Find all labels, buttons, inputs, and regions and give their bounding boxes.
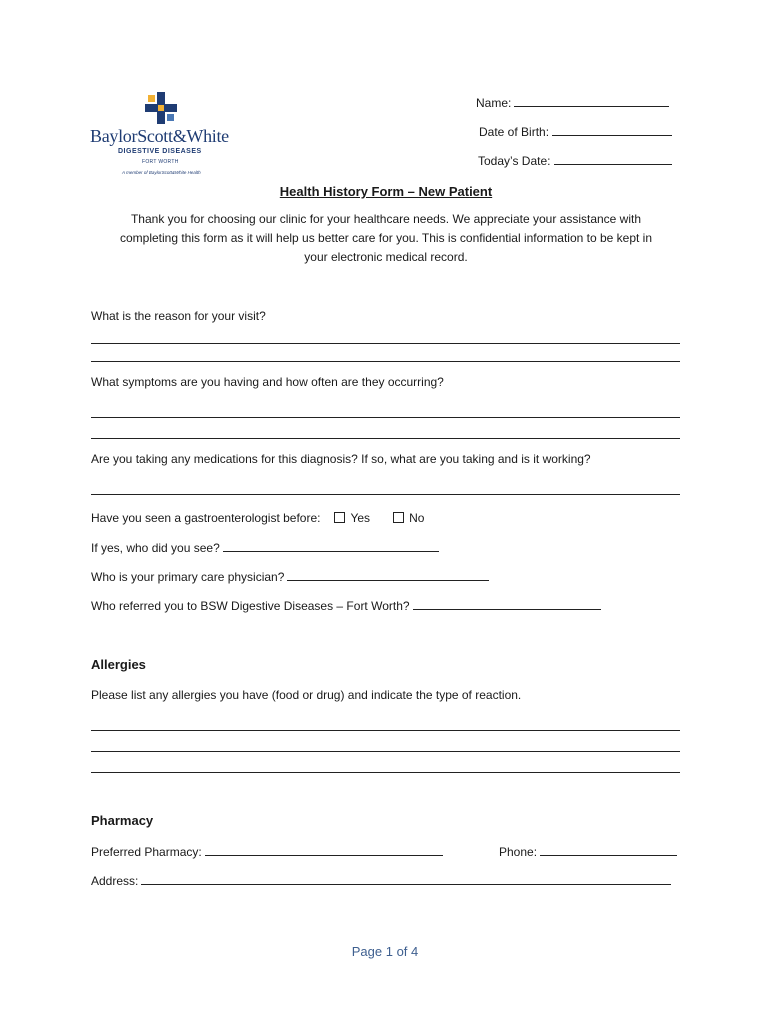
preferred-pharmacy-field[interactable] xyxy=(91,843,443,860)
gastro-label: Have you seen a gastroenterologist before: xyxy=(91,511,321,525)
no-checkbox[interactable] xyxy=(393,512,404,523)
logo-wordmark: BaylorScott&White xyxy=(90,126,229,146)
form-title: Health History Form – New Patient xyxy=(279,184,493,199)
pcp-label: Who is your primary care physician? xyxy=(91,570,285,584)
pcp-blank[interactable] xyxy=(287,568,489,581)
pharmacy-phone-label: Phone: xyxy=(499,845,538,859)
answer-line[interactable] xyxy=(91,438,680,439)
intro-line-2: completing this form as it will help us better care for you. This is confidential information to be kept in xyxy=(119,231,653,245)
answer-line[interactable] xyxy=(91,361,680,362)
intro-line-1: Thank you for choosing our clinic for your healthcare needs. We appreciate your assistance with xyxy=(130,212,642,226)
logo-city: FORT WORTH xyxy=(142,159,179,165)
allergies-heading: Allergies xyxy=(91,657,146,672)
pharmacy-address-label: Address: xyxy=(91,874,139,888)
logo-cross-icon xyxy=(145,92,177,124)
referred-by-label: Who referred you to BSW Digestive Diseases – Fort Worth? xyxy=(91,599,410,613)
dob-blank[interactable] xyxy=(552,123,672,136)
yes-label: Yes xyxy=(350,511,371,525)
answer-line[interactable] xyxy=(91,751,680,752)
preferred-pharmacy-blank[interactable] xyxy=(205,843,443,856)
referred-by-blank[interactable] xyxy=(413,597,601,610)
answer-line[interactable] xyxy=(91,417,680,418)
pcp-field[interactable] xyxy=(91,568,489,585)
who-did-you-see-label: If yes, who did you see? xyxy=(91,541,220,555)
answer-line[interactable] xyxy=(91,772,680,773)
pharmacy-heading: Pharmacy xyxy=(91,813,154,828)
pharmacy-address-field[interactable] xyxy=(91,872,671,889)
no-label: No xyxy=(409,511,425,525)
answer-line[interactable] xyxy=(91,494,680,495)
dob-field[interactable] xyxy=(479,123,672,140)
intro-line-3: your electronic medical record. xyxy=(304,250,468,264)
todays-date-field[interactable] xyxy=(478,152,672,169)
referred-by-field[interactable] xyxy=(91,597,601,614)
question-symptoms: What symptoms are you having and how often are they occurring? xyxy=(91,375,444,389)
name-blank[interactable] xyxy=(514,94,669,107)
allergies-prompt: Please list any allergies you have (food or drug) and indicate the type of reaction. xyxy=(91,688,522,702)
question-gastroenterologist xyxy=(91,510,424,526)
logo-tagline: A member of BaylorScott&White Health xyxy=(122,170,201,175)
logo-division: DIGESTIVE DISEASES xyxy=(118,148,202,155)
todays-date-label: Today’s Date: xyxy=(478,154,551,168)
pharmacy-address-blank[interactable] xyxy=(141,872,671,885)
pharmacy-phone-field[interactable] xyxy=(499,843,677,860)
baylor-scott-white-logo xyxy=(90,92,240,180)
pharmacy-phone-blank[interactable] xyxy=(540,843,677,856)
page-number: Page 1 of 4 xyxy=(351,944,419,959)
name-field[interactable] xyxy=(476,94,669,111)
preferred-pharmacy-label: Preferred Pharmacy: xyxy=(91,845,202,859)
who-did-you-see-field[interactable] xyxy=(91,539,439,556)
answer-line[interactable] xyxy=(91,730,680,731)
answer-line[interactable] xyxy=(91,343,680,344)
todays-date-blank[interactable] xyxy=(554,152,672,165)
name-label: Name: xyxy=(476,96,512,110)
question-medications: Are you taking any medications for this diagnosis? If so, what are you taking and is it working? xyxy=(91,452,591,466)
who-did-you-see-blank[interactable] xyxy=(223,539,439,552)
dob-label: Date of Birth: xyxy=(479,125,550,139)
question-reason: What is the reason for your visit? xyxy=(91,309,266,323)
yes-checkbox[interactable] xyxy=(334,512,345,523)
